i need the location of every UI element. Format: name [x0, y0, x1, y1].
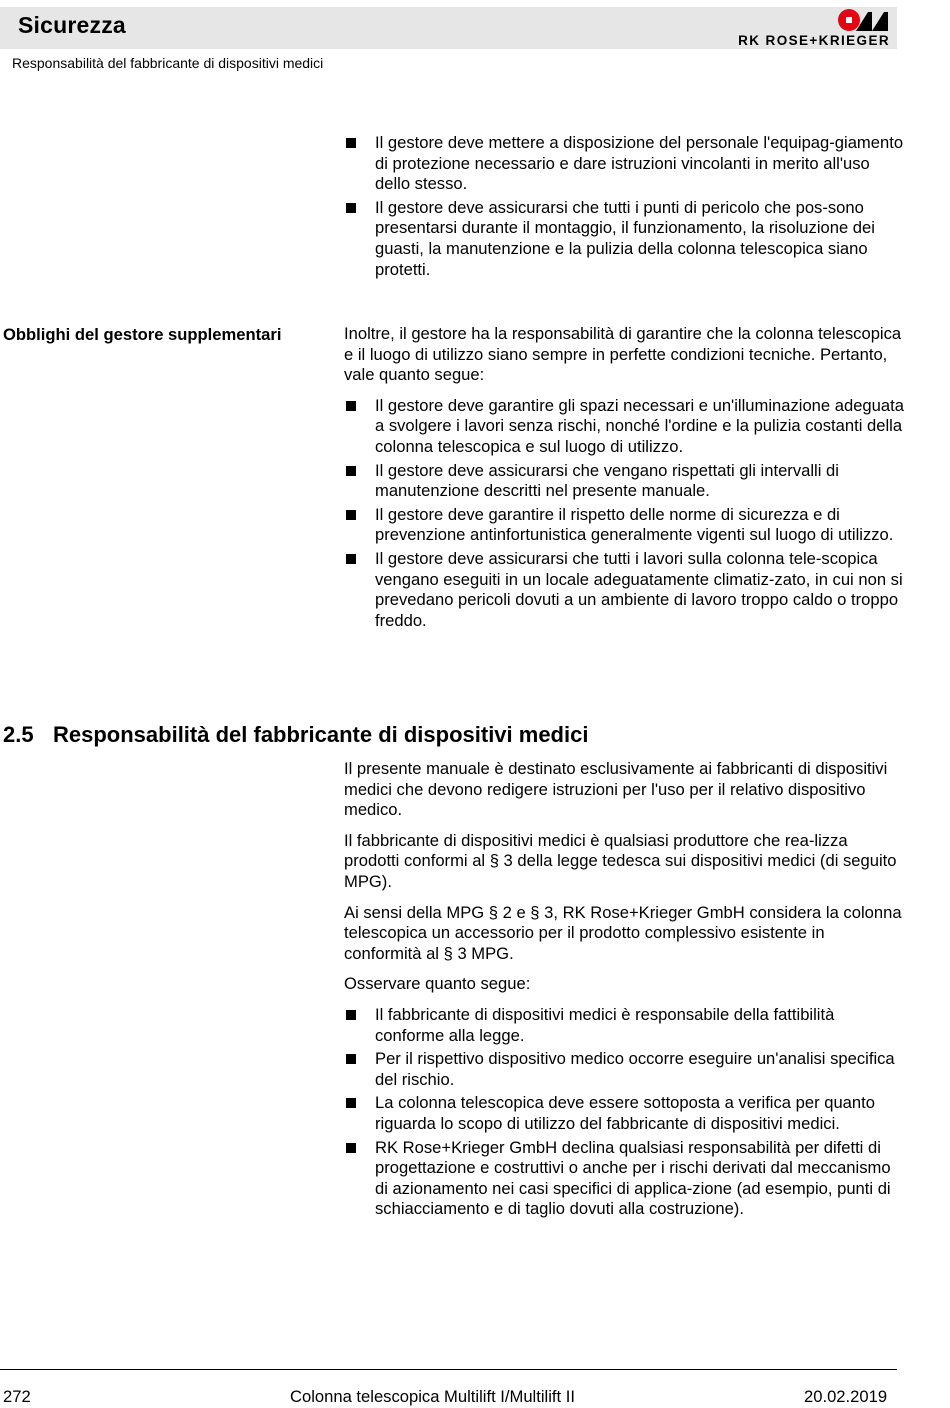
obblighi-intro: Inoltre, il gestore ha la responsabilità di garantire che la colonna telescopica e il luogo di utilizzo siano sempre in perfette condizioni tecniche. Pertanto, vale quanto segue:	[344, 324, 902, 385]
page-number: 272	[3, 1387, 31, 1406]
footer-date: 20.02.2019	[804, 1387, 888, 1406]
paragraph: Il fabbricante di dispositivi medici è qualsiasi produttore che rea-lizza prodotti conformi al § 3 della legge tedesca sui dispositivi medici (di seguito MPG).	[344, 830, 897, 891]
bullet-square-icon	[344, 133, 375, 195]
paragraph: Ai sensi della MPG § 2 e § 3, RK Rose+Krieger GmbH considera la colonna telescopica un accessorio per il prodotto complessivo esistente in conformità al § 3 MPG.	[344, 902, 902, 963]
bullet-square-icon	[344, 1093, 375, 1134]
bullet-square-icon	[344, 505, 375, 546]
section-number: 2.5	[3, 722, 34, 747]
side-heading-obblighi: Obblighi del gestore supplementari	[3, 325, 282, 344]
page-title: Sicurezza	[18, 12, 126, 38]
bullet-square-icon	[344, 198, 375, 280]
list-item: Il gestore deve assicurarsi che tutti i punti di pericolo che pos-sono presentarsi durante il montaggio, il funzionamento, la risoluzione dei guasti, la manutenzione e la pulizia della colonna telescopica siano protetti.	[344, 198, 904, 280]
logo-mark-icon	[722, 8, 890, 34]
list-item: Il gestore deve garantire gli spazi necessari e un'illuminazione adeguata a svolgere i lavori senza rischi, nonché l'ordine e la pulizia costanti della colonna telescopica e sul luogo di utilizzo.	[344, 396, 904, 458]
bullet-square-icon	[344, 549, 375, 631]
section-title: Responsabilità del fabbricante di dispositivi medici	[53, 722, 589, 747]
section-heading	[3, 722, 588, 748]
section-body	[344, 759, 904, 1223]
bullet-square-icon	[344, 461, 375, 502]
obblighi-block	[344, 324, 904, 634]
list-item: Il gestore deve assicurarsi che vengano rispettati gli intervalli di manutenzione descritti nel presente manuale.	[344, 461, 904, 502]
footer-divider	[0, 1369, 897, 1370]
company-logo	[722, 8, 890, 50]
top-bullet-list	[344, 133, 904, 283]
logo-text: RK ROSE+KRIEGER	[738, 33, 890, 48]
list-item: Per il rispettivo dispositivo medico occorre eseguire un'analisi specifica del rischio.	[344, 1049, 904, 1090]
bullet-square-icon	[344, 1005, 375, 1046]
list-item: Il fabbricante di dispositivi medici è responsabile della fattibilità conforme alla legge.	[344, 1005, 904, 1046]
bullet-square-icon	[344, 1138, 375, 1220]
list-item: Il gestore deve garantire il rispetto delle norme di sicurezza e di prevenzione antinfortunistica generalmente vigenti sul luogo di utilizzo.	[344, 505, 904, 546]
list-item: Il gestore deve mettere a disposizione del personale l'equipag-giamento di protezione necessario e dare istruzioni vincolanti in merito all'uso dello stesso.	[344, 133, 904, 195]
list-item: La colonna telescopica deve essere sottoposta a verifica per quanto riguarda lo scopo di utilizzo del fabbricante di dispositivi medici.	[344, 1093, 904, 1134]
list-item: RK Rose+Krieger GmbH declina qualsiasi responsabilità per difetti di progettazione e costruttivi o anche per i rischi derivati dal meccanismo di azionamento nei casi specifici di applica-zione (ad esempio, punti di schiacciamento e di taglio dovuti alla costruzione).	[344, 1138, 904, 1220]
page-subtitle: Responsabilità del fabbricante di dispositivi medici	[12, 55, 324, 71]
paragraph: Osservare quanto segue:	[344, 974, 531, 994]
bullet-square-icon	[344, 1049, 375, 1090]
list-item: Il gestore deve assicurarsi che tutti i lavori sulla colonna tele-scopica vengano eseguiti in un locale adeguatamente climatiz-zato, in cui non si prevedano pericoli dovuti a un ambiente di lavoro troppo caldo o troppo freddo.	[344, 549, 904, 631]
paragraph: Il presente manuale è destinato esclusivamente ai fabbricanti di dispositivi medici che devono redigere istruzioni per l'uso per il relativo dispositivo medico.	[344, 759, 888, 820]
footer-product: Colonna telescopica Multilift I/Multilift II	[290, 1387, 575, 1406]
bullet-square-icon	[344, 396, 375, 458]
